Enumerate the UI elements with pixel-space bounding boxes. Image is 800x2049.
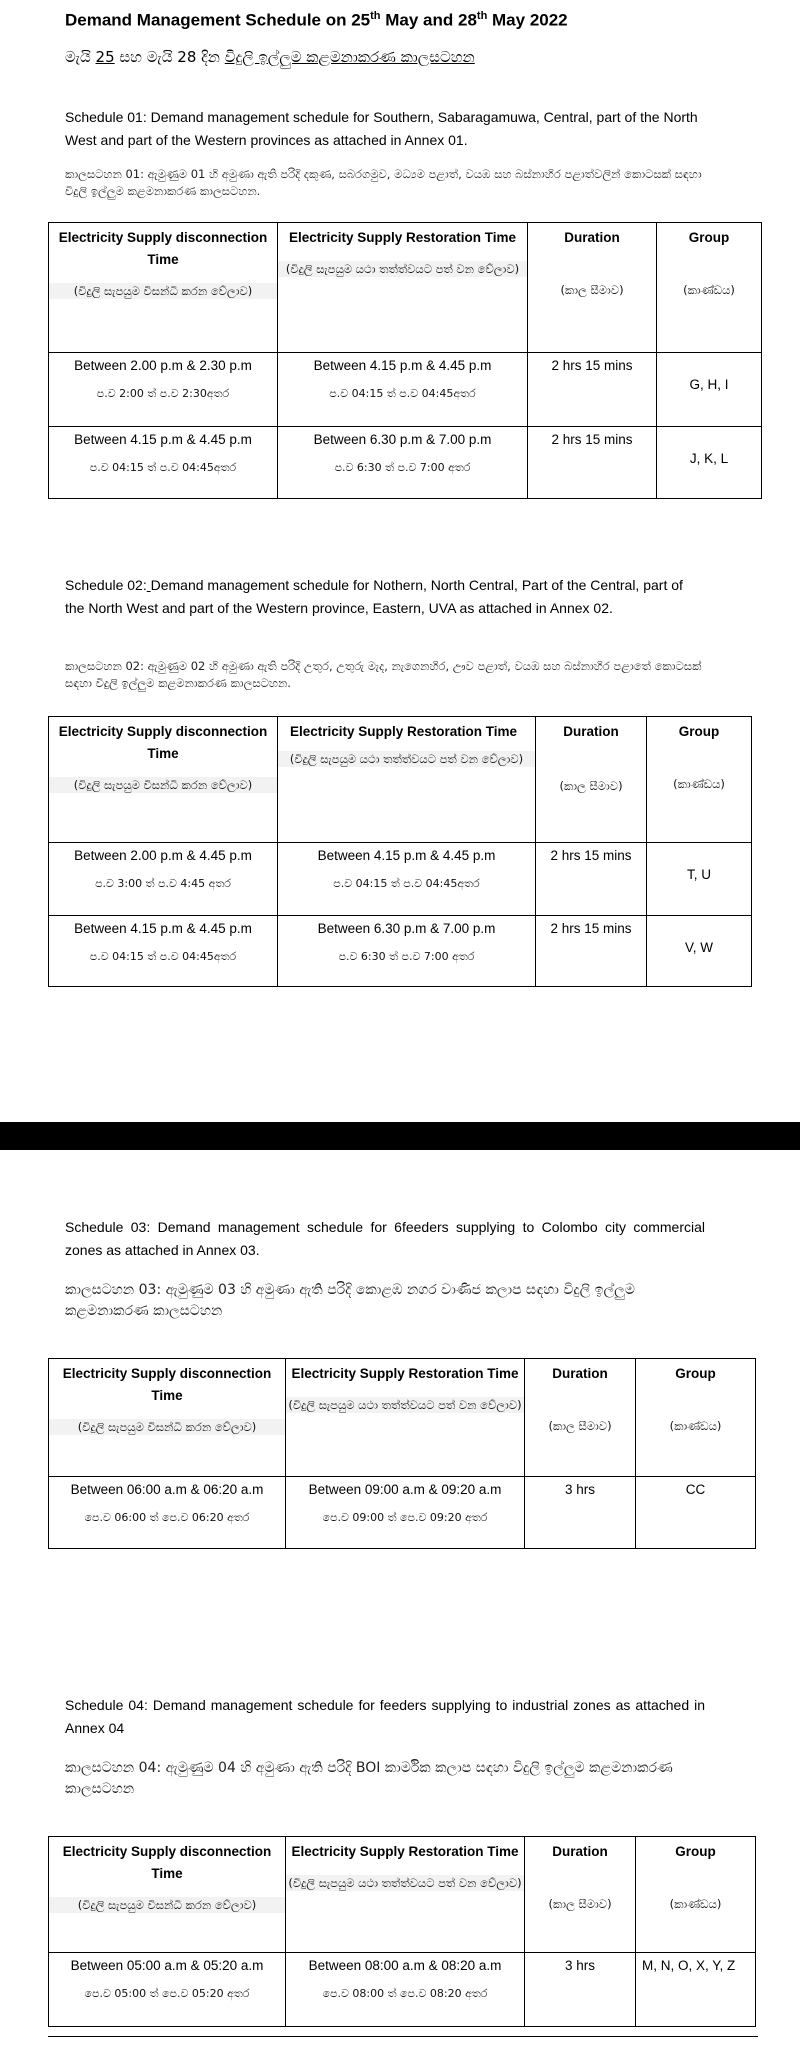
- schedule-01-table: [48, 222, 762, 499]
- col-duration: Duration (කාල සීමාව): [536, 717, 647, 843]
- disconnection-cell: Between 4.15 p.m & 4.45 p.m ප.ව 04:15 ත් ප.ව 04:45අතර: [49, 916, 278, 987]
- group-cell: G, H, I: [657, 353, 762, 427]
- col-group: Group (කාණ්ඩය): [636, 1359, 756, 1477]
- schedule-02-heading: Schedule 02: Demand management schedule for Nothern, North Central, Part of the Central, part of the North West and part of the Western province, Eastern, UVA as attached in Annex 02.: [65, 577, 683, 616]
- table-header-row: [49, 717, 752, 843]
- table-header-row: [49, 223, 762, 353]
- schedule-02-table: [48, 716, 752, 987]
- table-row: [49, 843, 752, 916]
- duration-cell: 2 hrs 15 mins: [528, 427, 657, 499]
- restoration-cell: Between 08:00 a.m & 08:20 a.m පෙ.ව 08:00 ත් පෙ.ව 08:20 අතර: [286, 1953, 525, 2027]
- page-separator: [0, 1122, 800, 1150]
- col-group: Group (කාණ්ඩය): [636, 1837, 756, 1953]
- disconnection-cell: Between 4.15 p.m & 4.45 p.m ප.ව 04:15 ත් ප.ව 04:45අතර: [49, 427, 278, 499]
- restoration-cell: Between 4.15 p.m & 4.45 p.m ප.ව 04:15 ත් ප.ව 04:45අතර: [278, 353, 528, 427]
- restoration-cell: Between 09:00 a.m & 09:20 a.m පෙ.ව 09:00 ත් පෙ.ව 09:20 අතර: [286, 1477, 525, 1549]
- disconnection-cell: Between 2.00 p.m & 2.30 p.m ප.ව 2:00 ත් ප.ව 2:30අතර: [49, 353, 278, 427]
- duration-cell: 3 hrs: [525, 1953, 636, 2027]
- col-group: Group (කාණ්ඩය): [647, 717, 752, 843]
- schedule-03-heading-sinhala: කාලසටහන 03: ඇමුණුම 03 හි අමුණා ඇති පරිදි කොළඹ නගර වාණිජ කලාප සඳහා විදුලි ඉල්ලුම කළමනාකරණ කාලසටහන: [65, 1282, 635, 1319]
- schedule-02-heading-sinhala: කාලසටහන 02: ඇමුණුම 02 හි අමුණා ඇති පරිදි උතුර, උතුරු මැද, නැගෙනහිර, ඌව පළාත්, වයඹ සහ බස්නාහිර පළාතේ කොටසක් සඳහා විදුලි ඉල්ලුම කළමනාකරණ කාලසටහන.: [65, 659, 702, 690]
- group-cell: M, N, O, X, Y, Z: [636, 1953, 756, 2027]
- col-restoration: Electricity Supply Restoration Time (විදුලි සැපයුම යථා තත්ත්වයට පත් වන වේලාව): [278, 717, 536, 843]
- col-disconnection: Electricity Supply disconnection Time (විදුලි සැපයුම විසන්ධි කරන වේලාව): [49, 223, 278, 353]
- table-row: [49, 353, 762, 427]
- table-row: [49, 916, 752, 987]
- group-cell: T, U: [647, 843, 752, 916]
- table-row: [49, 1953, 756, 2027]
- schedule-04-heading: Schedule 04: Demand management schedule for feeders supplying to industrial zones as attached in Annex 04: [65, 1697, 705, 1736]
- col-disconnection: Electricity Supply disconnection Time (විදුලි සැපයුම විසන්ධි කරන වේලාව): [49, 1359, 286, 1477]
- table-header-row: [49, 1837, 756, 1953]
- group-cell: J, K, L: [657, 427, 762, 499]
- table-header-row: [49, 1359, 756, 1477]
- col-disconnection: Electricity Supply disconnection Time (විදුලි සැපයුම විසන්ධි කරන වේලාව): [49, 1837, 286, 1953]
- disconnection-cell: Between 06:00 a.m & 06:20 a.m පෙ.ව 06:00 ත් පෙ.ව 06:20 අතර: [49, 1477, 286, 1549]
- col-duration: Duration (කාල සීමාව): [525, 1359, 636, 1477]
- schedule-03-heading: Schedule 03: Demand management schedule for 6feeders supplying to Colombo city commercial zones as attached in Annex 03.: [65, 1219, 705, 1258]
- col-duration: Duration (කාල සීමාව): [528, 223, 657, 353]
- col-duration: Duration (කාල සීමාව): [525, 1837, 636, 1953]
- col-group: Group (කාණ්ඩය): [657, 223, 762, 353]
- schedule-03-table: [48, 1358, 756, 1549]
- restoration-cell: Between 6.30 p.m & 7.00 p.m ප.ව 6:30 ත් ප.ව 7:00 අතර: [278, 427, 528, 499]
- disconnection-cell: Between 05:00 a.m & 05:20 a.m පෙ.ව 05:00 ත් පෙ.ව 05:20 අතර: [49, 1953, 286, 2027]
- col-disconnection: Electricity Supply disconnection Time (විදුලි සැපයුම විසන්ධි කරන වේලාව): [49, 717, 278, 843]
- schedule-01-heading-sinhala: කාලසටහන 01: ඇමුණුම 01 හි අමුණා ඇති පරිදි දකුණ, සබරගමුව, මධ්‍යම පළාත්, වයඹ සහ බස්නාහිර පළාත්වලින් කොටසක් සඳහා විදුලි ඉල්ලුම කළමනාකරණ කාලසටහන.: [65, 167, 702, 198]
- group-cell: V, W: [647, 916, 752, 987]
- table-row: [49, 1477, 756, 1549]
- col-restoration: Electricity Supply Restoration Time (විදුලි සැපයුම යථා තත්ත්වයට පත් වන වේලාව): [286, 1837, 525, 1953]
- col-restoration: Electricity Supply Restoration Time (විදුලි සැපයුම යථා තත්ත්වයට පත් වන වේලාව): [286, 1359, 525, 1477]
- next-table-edge: [48, 2036, 758, 2049]
- col-restoration: Electricity Supply Restoration Time (විදුලි සැපයුම යථා තත්ත්වයට පත් වන වේලාව): [278, 223, 528, 353]
- duration-cell: 2 hrs 15 mins: [536, 843, 647, 916]
- group-cell: CC: [636, 1477, 756, 1549]
- disconnection-cell: Between 2.00 p.m & 4.45 p.m ප.ව 3:00 ත් ප.ව 4:45 අතර: [49, 843, 278, 916]
- schedule-01-heading: Schedule 01: Demand management schedule for Southern, Sabaragamuwa, Central, part of the North West and part of the Western provinces as attached in Annex 01.: [65, 109, 698, 148]
- duration-cell: 2 hrs 15 mins: [528, 353, 657, 427]
- restoration-cell: Between 4.15 p.m & 4.45 p.m ප.ව 04:15 ත් ප.ව 04:45අතර: [278, 843, 536, 916]
- duration-cell: 3 hrs: [525, 1477, 636, 1549]
- table-row: [49, 427, 762, 499]
- document-subtitle-sinhala: මැයි 25 සහ මැයි 28 දින විදුලි ඉල්ලුම කළමනාකරණ කාලසටහන: [65, 48, 475, 66]
- schedule-04-table: [48, 1836, 756, 2027]
- schedule-04-heading-sinhala: කාලසටහන 04: ඇමුණුම 04 හි අමුණා ඇති පරිදි BOI කාර්මික කලාප සඳහා විදුලි ඉල්ලුම කළමනාකරණ කාලසටහන: [65, 1760, 673, 1797]
- document-title: Demand Management Schedule on 25th May and 28th May 2022: [65, 10, 568, 30]
- duration-cell: 2 hrs 15 mins: [536, 916, 647, 987]
- restoration-cell: Between 6.30 p.m & 7.00 p.m ප.ව 6:30 ත් ප.ව 7:00 අතර: [278, 916, 536, 987]
